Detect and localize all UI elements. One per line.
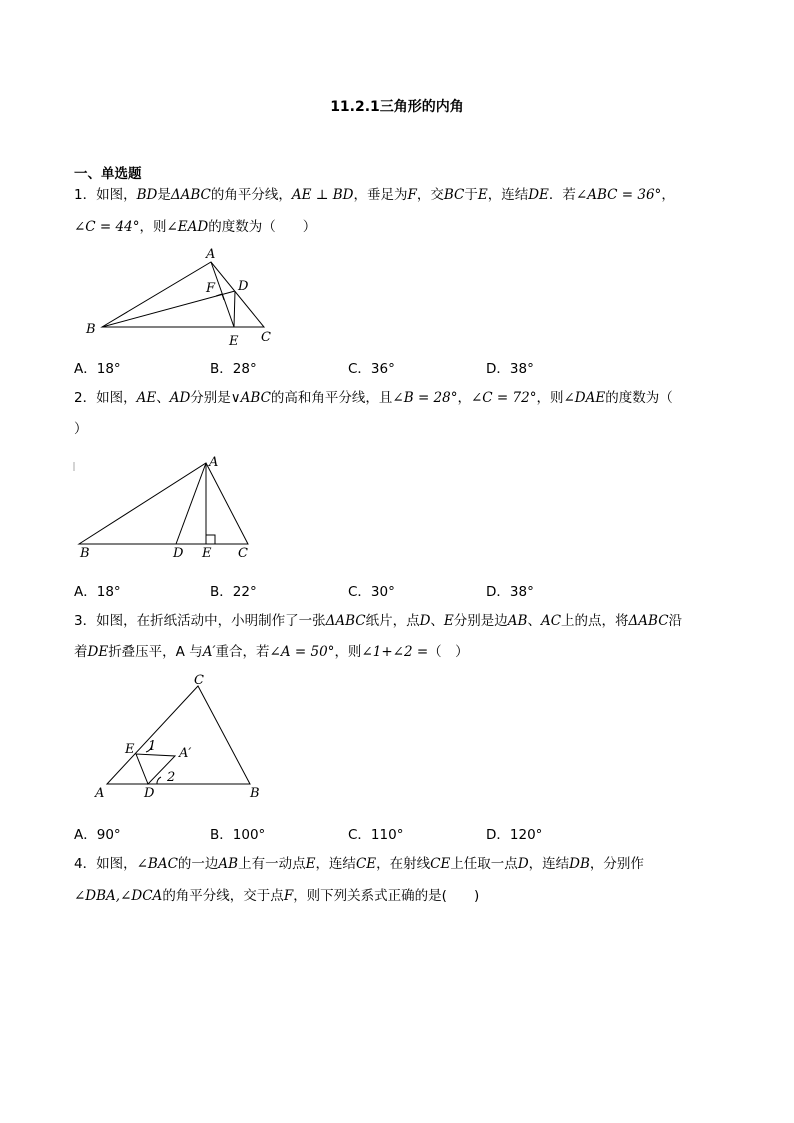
q1-option-b[interactable]: B．28°	[210, 361, 257, 377]
q1-t10: 于	[464, 187, 478, 203]
q1-label-d: D	[238, 279, 249, 294]
q3-option-b[interactable]: B．100°	[210, 827, 266, 843]
q2-t12: 的度数为（	[605, 390, 673, 406]
q3-figure	[107, 686, 250, 784]
q2-label-e: E	[202, 546, 212, 561]
q1-l2d: 的度数为（ ）	[208, 219, 317, 235]
q2-t8: ，	[457, 390, 471, 406]
q3-l2g: ，则	[334, 644, 362, 660]
q4-t11: D	[517, 856, 529, 872]
q2-number: 2．如图，	[74, 390, 137, 406]
q3-l2a: 着	[74, 644, 88, 660]
q4-l2a: ∠DBA,∠DCA	[74, 888, 163, 904]
q3-line2	[74, 642, 469, 662]
q1-t5: AE ⊥ BD	[291, 187, 354, 203]
q2-segment-ad	[176, 463, 206, 544]
q1-right-angle-mark	[216, 294, 224, 300]
q3-l2e: 重合，若	[215, 644, 270, 660]
q2-line2: ）	[74, 421, 88, 437]
q3-t7: AB	[507, 613, 528, 629]
q4-l2d: ，则下列关系式正确的是( )	[293, 888, 480, 904]
q1-number: 1．如图，	[74, 187, 137, 203]
q1-t3: ΔABC	[170, 187, 211, 203]
q2-label-d: D	[173, 546, 184, 561]
q3-label-a: A	[95, 786, 105, 801]
q1-t12: ，连结	[487, 187, 529, 203]
q1-segment-de	[234, 291, 235, 327]
q4-t13: DB	[569, 856, 590, 872]
q1-t8: ，交	[416, 187, 444, 203]
q1-figure	[102, 262, 264, 327]
q4-t8: ，在射线	[376, 856, 431, 872]
q4-t12: ，连结	[528, 856, 570, 872]
q4-t14: ，分别作	[589, 856, 644, 872]
q1-l2c: ∠EAD	[166, 219, 209, 235]
q3-label-c: C	[194, 673, 204, 688]
q3-t2: 纸片，点	[365, 613, 420, 629]
q3-number: 3．如图，在折纸活动中，小明制作了一张	[74, 613, 326, 629]
q4-number: 4．如图，	[74, 856, 137, 872]
q1-t13: DE	[528, 187, 549, 203]
q1-t1: BD	[136, 187, 158, 203]
q3-option-c[interactable]: C．110°	[348, 827, 404, 843]
q1-label-e: E	[229, 334, 239, 349]
q1-t2: 是	[157, 187, 171, 203]
q4-t4: 上有一动点	[238, 856, 306, 872]
q2-label-b: B	[80, 546, 90, 561]
q3-angle2-arc	[157, 777, 161, 784]
q2-figure	[79, 463, 248, 544]
q3-t9: AC	[540, 613, 562, 629]
q1-t16: ，	[661, 187, 675, 203]
q4-t1: ∠BAC	[136, 856, 178, 872]
q3-label-2: 2	[167, 770, 176, 785]
q3-label-e: E	[125, 742, 135, 757]
q1-t11: E	[477, 187, 488, 203]
q2-label-a: A	[209, 455, 219, 470]
q1-t4: 的角平分线，	[210, 187, 292, 203]
q4-l2b: 的角平分线，交于点	[162, 888, 284, 904]
q1-triangle-abc	[102, 262, 264, 327]
q1-t7: F	[407, 187, 417, 203]
q2-t5: ∨ABC	[230, 390, 271, 406]
q1-t15: ∠ABC = 36°	[575, 187, 662, 203]
q4-line1	[74, 854, 644, 874]
q3-label-a-prime: A′	[179, 746, 192, 761]
q4-t2: 的一边	[177, 856, 219, 872]
q1-t14: ．若	[548, 187, 576, 203]
q2-t2: 、	[156, 390, 170, 406]
q2-option-b[interactable]: B．22°	[210, 584, 257, 600]
q1-t9: BC	[443, 187, 465, 203]
q3-label-b: B	[250, 786, 260, 801]
q3-option-a[interactable]: A．90°	[74, 827, 121, 843]
q4-t7: CE	[355, 856, 377, 872]
q3-label-d: D	[144, 786, 155, 801]
q4-t10: 上任取一点	[450, 856, 518, 872]
section-heading: 一、单选题	[74, 166, 142, 182]
q1-option-c[interactable]: C．36°	[348, 361, 395, 377]
q4-t5: E	[305, 856, 316, 872]
q3-t10: 上的点，将	[561, 613, 629, 629]
q4-line2	[74, 886, 479, 906]
q1-label-a: A	[206, 247, 216, 262]
q2-t6: 的高和角平分线，且	[270, 390, 393, 406]
q3-t12: 沿	[668, 613, 683, 629]
q1-segment-bd	[102, 291, 235, 327]
q2-label-c: C	[238, 546, 248, 561]
q2-t3: AD	[169, 390, 191, 406]
q1-option-d[interactable]: D．38°	[486, 361, 534, 377]
q3-triangle-abc	[107, 686, 250, 784]
q4-t3: AB	[218, 856, 239, 872]
q1-l2a: ∠C = 44°	[74, 219, 140, 235]
q2-t4: 分别是	[190, 390, 231, 406]
q3-l2f: ∠A = 50°	[269, 644, 335, 660]
q3-l2d: A′	[202, 644, 216, 660]
q2-t9: ∠C = 72°	[470, 390, 537, 406]
q3-t1: ΔABC	[325, 613, 366, 629]
q3-t4: 、	[430, 613, 444, 629]
q2-t1: AE	[136, 390, 157, 406]
q2-right-angle-mark	[206, 535, 215, 544]
q2-line1	[74, 388, 673, 408]
page-title: 11.2.1三角形的内角	[330, 99, 464, 115]
q2-option-a[interactable]: A．18°	[74, 584, 121, 600]
q4-t6: ，连结	[315, 856, 356, 872]
q1-l2b: ，则	[139, 219, 167, 235]
q1-t6: ，垂足为	[353, 187, 408, 203]
q1-label-b: B	[86, 322, 96, 337]
q2-option-c[interactable]: C．30°	[348, 584, 395, 600]
q2-option-d[interactable]: D．38°	[486, 584, 534, 600]
q3-t5: E	[443, 613, 454, 629]
q4-l2c: F	[283, 888, 294, 904]
q3-line1	[74, 611, 682, 631]
q3-option-d[interactable]: D．120°	[486, 827, 543, 843]
q1-option-a[interactable]: A．18°	[74, 361, 121, 377]
q3-l2c: 折叠压平，A 与	[108, 644, 203, 660]
q3-l2i: （ ）	[428, 644, 469, 660]
q2-t7: ∠B = 28°	[392, 390, 458, 406]
q3-label-1: 1	[148, 739, 157, 754]
q2-t10: ，则	[536, 390, 564, 406]
q3-t3: D	[419, 613, 431, 629]
q2-triangle-abc	[79, 463, 248, 544]
q3-l2b: DE	[87, 644, 109, 660]
q2-t11: ∠DAE	[563, 390, 606, 406]
q1-label-f: F	[206, 281, 216, 296]
q3-t8: 、	[527, 613, 541, 629]
q1-label-c: C	[261, 330, 271, 345]
q3-t6: 分别是边	[453, 613, 508, 629]
q3-t11: ΔABC	[628, 613, 669, 629]
q4-t9: CE	[430, 856, 451, 872]
q3-l2h: ∠1+∠2 =	[361, 644, 429, 660]
